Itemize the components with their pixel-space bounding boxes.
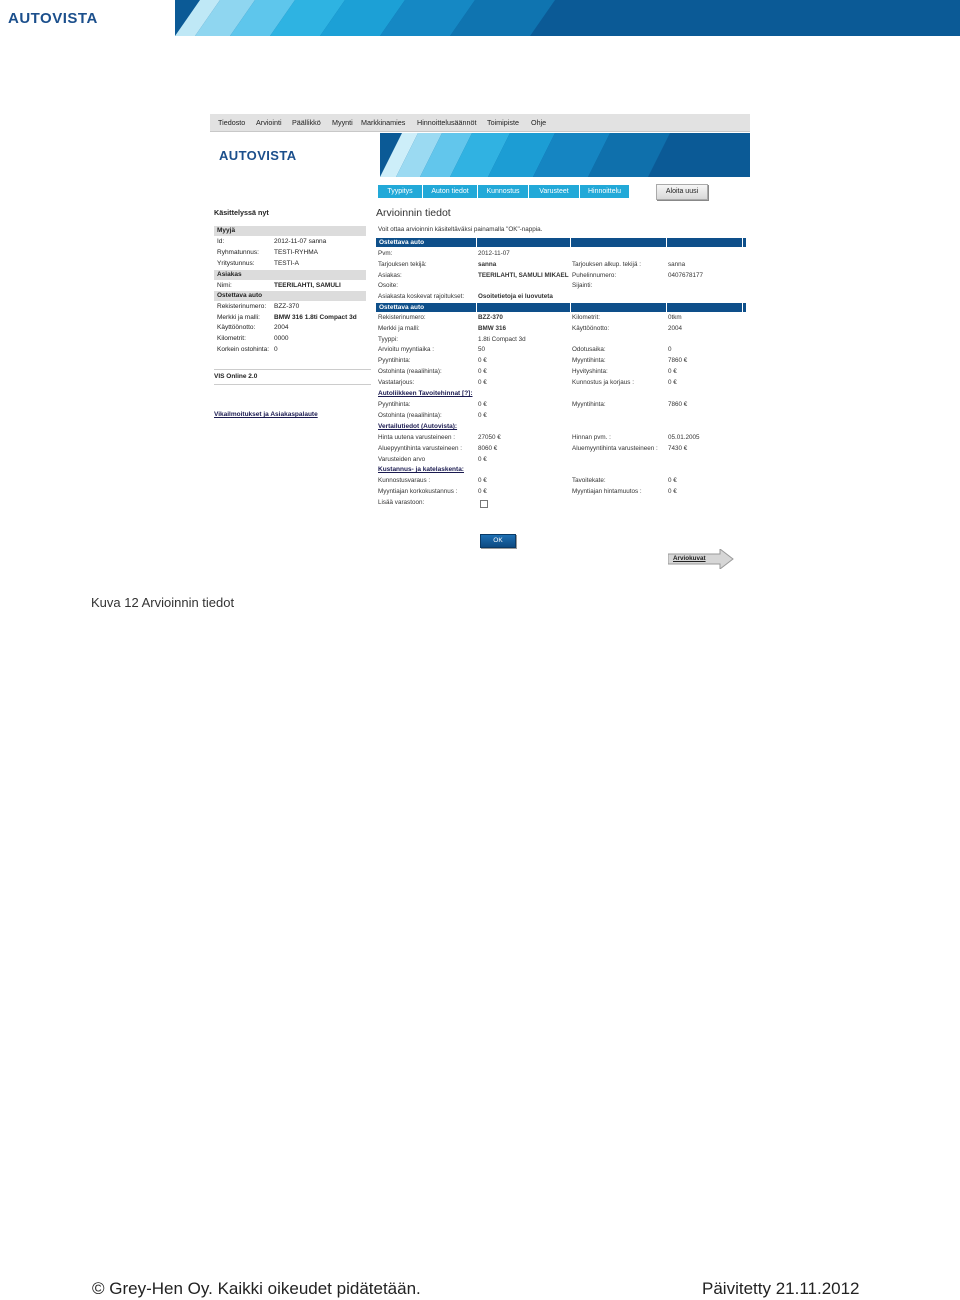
detail-row (376, 400, 746, 410)
comparison-heading: Vertailutiedot (Autovista): (378, 423, 458, 430)
cell-c4: sanna (668, 260, 686, 268)
cell-c4: 0 € (668, 477, 677, 484)
detail-row (376, 271, 746, 281)
cell-c1: Asiakas: (378, 271, 402, 279)
detail-row (376, 367, 746, 377)
cell-c3: Sijainti: (572, 282, 593, 290)
cell-c4: 0 (668, 346, 672, 354)
add-to-stock-checkbox[interactable] (480, 500, 488, 508)
cell-c4: 05.01.2005 (668, 434, 700, 441)
tab-tyypitys[interactable]: Tyypitys (378, 185, 423, 198)
left-row: Kilometrit: 0000 (217, 335, 289, 342)
cell-c2: 0 € (478, 401, 487, 408)
left-row: Yritystunnus: TESTI-A (217, 260, 299, 267)
left-row: Korkein ostohinta: 0 (217, 346, 278, 353)
cell-c2: 50 (478, 346, 486, 354)
divider (214, 384, 371, 385)
tab-auton-tiedot[interactable]: Auton tiedot (423, 185, 478, 198)
left-row: Merkki ja malli: BMW 316 1.8ti Compact 3d (217, 314, 357, 321)
detail-row (376, 433, 746, 443)
figure-caption: Kuva 12 Arvioinnin tiedot (91, 595, 235, 610)
cell-c4: 7430 € (668, 444, 688, 452)
cell-c1: Arvioitu myyntiaika : (378, 346, 434, 354)
cell-c2: sanna (478, 260, 497, 268)
cell-c1: Asiakasta koskevat rajoitukset: (378, 293, 465, 301)
cell-c4: 0 € (668, 378, 677, 386)
cell-c1: Tarjouksen tekijä: (378, 260, 427, 268)
cell-c2: Osoitetietoja ei luovuteta (478, 293, 553, 301)
app-screenshot (210, 114, 750, 574)
feedback-link[interactable]: Vikailmoitukset ja Asiakaspalaute (214, 411, 318, 418)
cell-c1: Kunnostusvaraus : (378, 477, 431, 484)
left-row: Nimi: TEERILAHTI, SAMULI (217, 282, 341, 289)
cell-c3: Puhelinnumero: (572, 271, 617, 279)
tab-hinnoittelu[interactable]: Hinnoittelu (580, 185, 630, 198)
page-header (0, 0, 960, 36)
detail-row (376, 260, 746, 270)
detail-row (376, 356, 746, 366)
intro-text: Voit ottaa arvioinnin käsiteltäväksi painamalla "OK"-nappia. (378, 226, 543, 233)
tab-kunnostus[interactable]: Kunnostus (478, 185, 529, 198)
cell-c3: Kilometrit: (572, 314, 600, 321)
detail-row (376, 487, 746, 497)
copyright: © Grey-Hen Oy. Kaikki oikeudet pidätetään. (92, 1279, 421, 1298)
cell-c3: Kunnostus ja korjaus : (572, 378, 634, 386)
cell-c1: Pvm: (378, 250, 393, 257)
cell-c4: 0 € (668, 487, 677, 495)
left-row: Rekisterinumero: BZZ-370 (217, 303, 300, 310)
app-banner-stripes (380, 133, 750, 177)
menu-arviointi[interactable]: Arviointi (256, 118, 282, 127)
cell-c3: Tarjouksen alkup. tekijä : (572, 260, 641, 268)
cell-c3: Aluemyyntihinta varusteineen : (572, 444, 658, 452)
menu-myynti[interactable]: Myynti (332, 118, 353, 127)
detail-row (376, 444, 746, 454)
menu-toimipiste[interactable]: Toimipiste (487, 118, 519, 127)
section-header-seller: Myyjä (214, 226, 366, 236)
section-header-customer: Asiakas (214, 270, 366, 280)
menu-markkinamies[interactable]: Markkinamies (361, 118, 406, 127)
cell-c2: 0 € (478, 368, 487, 375)
cell-c1: Aluepyyntihinta varusteineen : (378, 444, 463, 452)
section-bar: Ostettava auto (376, 303, 746, 312)
detail-row (376, 498, 746, 508)
detail-row (376, 345, 746, 355)
start-new-button[interactable]: Aloita uusi (656, 184, 708, 200)
cell-c1: Pyyntihinta: (378, 401, 411, 408)
cell-c2: 0 € (478, 487, 487, 495)
cell-c4: 7860 € (668, 357, 688, 365)
cell-c1: Pyyntihinta: (378, 357, 411, 365)
detail-row (376, 313, 746, 323)
menu-tiedosto[interactable]: Tiedosto (218, 118, 246, 127)
cost-heading: Kustannus- ja katelaskenta: (378, 466, 464, 473)
page-title: Arvioinnin tiedot (376, 207, 451, 219)
cell-c3: Odotusaika: (572, 346, 606, 354)
cell-c2: BMW 316 (478, 324, 506, 332)
cell-c2: 0 € (478, 411, 487, 419)
cell-c3: Hinnan pvm. : (572, 434, 611, 441)
cell-c2: TEERILAHTI, SAMULI MIKAEL (478, 271, 569, 279)
cell-c2: 0 € (478, 378, 487, 386)
cell-c1: Ostohinta (reaalihinta): (378, 368, 442, 375)
cell-c2: 27050 € (478, 434, 501, 441)
target-prices-heading[interactable]: Autoliikkeen Tavoitehinnat [?]: (378, 390, 473, 397)
cell-c1: Merkki ja malli: (378, 324, 420, 332)
menu-hinnoittelusaannot[interactable]: Hinnoittelusäännöt (417, 118, 477, 127)
left-row: Käyttöönotto: 2004 (217, 324, 289, 331)
cell-c2: 0 € (478, 477, 487, 484)
cell-c2: 8060 € (478, 444, 498, 452)
detail-row (376, 249, 746, 259)
cell-c1: Hinta uutena varusteineen : (378, 434, 456, 441)
section-header-car: Ostettava auto (214, 291, 366, 301)
cell-c1: Rekisterinumero: (378, 314, 426, 321)
menu-paallikko[interactable]: Päällikkö (292, 118, 321, 127)
ok-button[interactable]: OK (480, 534, 516, 548)
cell-c3: Myyntihinta: (572, 357, 606, 365)
cell-c1: Vastatarjous: (378, 378, 415, 386)
cell-c1: Myyntiajan korkokustannus : (378, 487, 458, 495)
photos-button-label: Arviokuvat (673, 555, 706, 562)
cell-c1: Ostohinta (reaalihinta): (378, 411, 442, 419)
detail-row (376, 281, 746, 291)
cell-c3: Myyntihinta: (572, 401, 606, 408)
detail-row (376, 411, 746, 421)
cell-c4: 0 € (668, 368, 677, 375)
cell-c1: Osoite: (378, 282, 398, 290)
detail-row (376, 378, 746, 388)
cell-c4: 0tkm (668, 314, 682, 321)
cell-c3: Hyvityshinta: (572, 368, 608, 375)
current-title: Käsittelyssä nyt (214, 208, 269, 217)
autovista-logo: AUTOVISTA (8, 10, 98, 27)
section-bar: Ostettava auto (376, 238, 746, 247)
cell-c1: Varusteiden arvo (378, 455, 426, 463)
updated-date: Päivitetty 21.11.2012 (702, 1279, 860, 1298)
menu-ohje[interactable]: Ohje (531, 118, 547, 127)
cell-c2: 1.8ti Compact 3d (478, 335, 526, 343)
header-stripes (175, 0, 960, 36)
cell-c1: Tyyppi: (378, 335, 398, 343)
version-label: VIS Online 2.0 (214, 373, 258, 380)
detail-row (376, 476, 746, 486)
cell-c2: 0 € (478, 455, 487, 463)
left-row: Id: 2012-11-07 sanna (217, 238, 327, 245)
detail-row (376, 335, 746, 345)
tab-varusteet[interactable]: Varusteet (529, 185, 580, 198)
app-logo: AUTOVISTA (219, 148, 297, 163)
cell-c1: Lisää varastoon: (378, 498, 425, 506)
cell-c2: 2012-11-07 (478, 250, 510, 257)
cell-c4: 2004 (668, 324, 683, 332)
divider (214, 369, 371, 370)
cell-c3: Myyntiajan hintamuutos : (572, 487, 642, 495)
detail-row (376, 455, 746, 465)
cell-c4: 7860 € (668, 401, 688, 408)
cell-c4: 0407678177 (668, 271, 704, 279)
left-row: Ryhmatunnus: TESTI-RYHMA (217, 249, 318, 256)
menu-bar (210, 114, 750, 132)
cell-c2: 0 € (478, 357, 487, 365)
cell-c3: Käyttöönotto: (572, 324, 610, 332)
detail-row (376, 292, 746, 302)
detail-row (376, 324, 746, 334)
cell-c2: BZZ-370 (478, 314, 503, 321)
photos-button[interactable] (668, 549, 734, 569)
cell-c3: Tavoitekate: (572, 477, 606, 484)
